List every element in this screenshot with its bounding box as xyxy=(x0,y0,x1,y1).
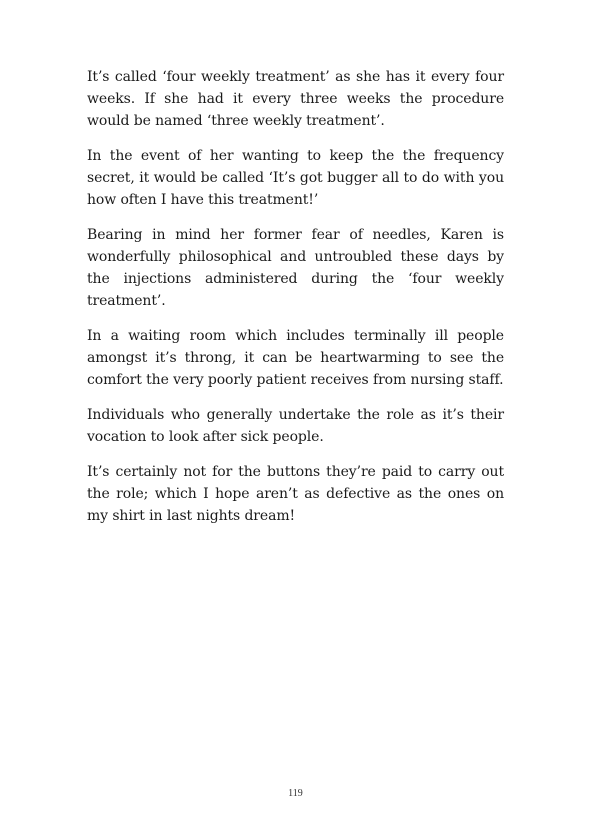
paragraph-6: It’s certainly not for the buttons they’re paid to carry out the role; which I hope aren’t as defective as the ones on my shirt in last nights dream! xyxy=(87,464,504,524)
paragraph-1: It’s called ‘four weekly treatment’ as she has it every four weeks. If she had it every three weeks the procedure would be named ‘three weekly treatment’. xyxy=(87,69,504,129)
paragraph-3: Bearing in mind her former fear of needles, Karen is wonderfully philosophical and untroubled these days by the injections administered during the ‘four weekly treatment’. xyxy=(87,227,504,309)
paragraph-5: Individuals who generally undertake the role as it’s their vocation to look after sick people. xyxy=(87,407,504,445)
page-number: 119 xyxy=(288,788,303,799)
paragraph-4: In a waiting room which includes terminally ill people amongst it’s throng, it can be heartwarming to see the comfort the very poorly patient receives from nursing staff. xyxy=(87,328,504,388)
body-text xyxy=(87,66,504,540)
paragraph-2: In the event of her wanting to keep the the frequency secret, it would be called ‘It’s got bugger all to do with you how often I have this treatment!’ xyxy=(87,148,504,208)
